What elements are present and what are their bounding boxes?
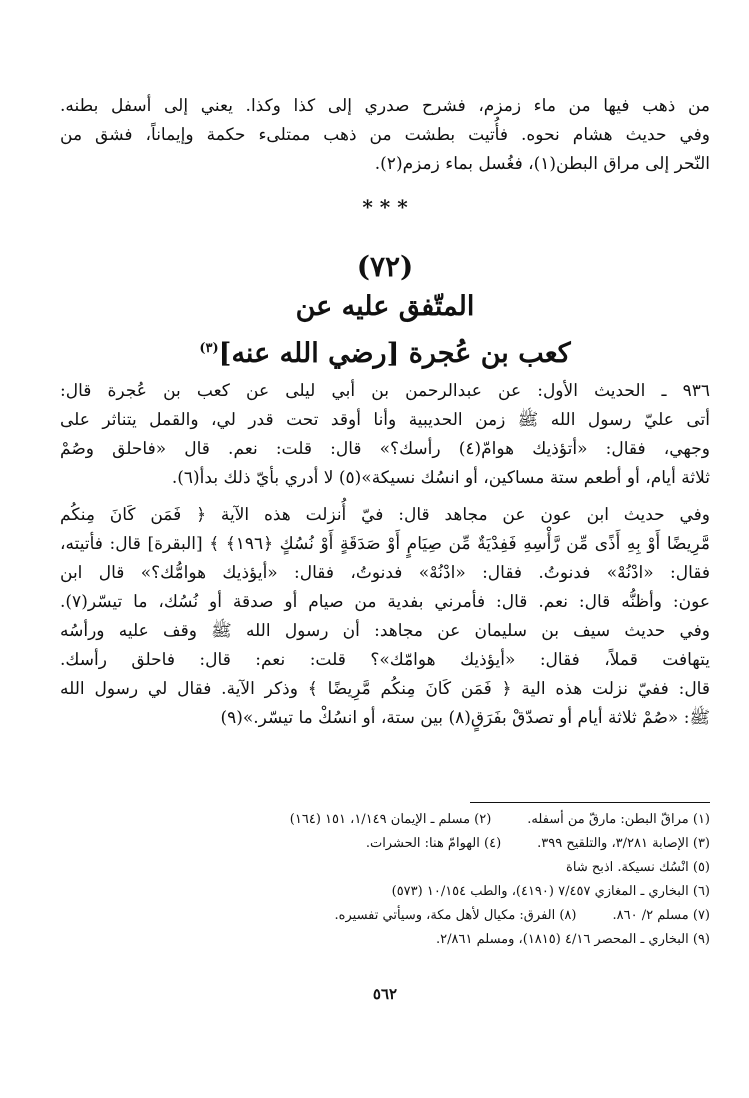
footnote-row [60, 904, 710, 928]
text-line: وفي حديث ابن عون عن مجاهد قال: فيّ أُنزلت هذه الآية ﴿ فَمَن كَانَ مِنكُم [60, 505, 710, 525]
intro-paragraph [60, 92, 710, 179]
footnote: (٦) البخاري ـ المغازي ٧/٤٥٧ (٤١٩٠)، والطب ١٠/١٥٤ (٥٧٣) [391, 884, 710, 899]
text-line: وجهي، فقال: «أتؤذيك هوامّ(٤) رأسك؟» قال: قلت: نعم. قال «فاحلق وصُمْ [60, 439, 710, 459]
footnote: (١) مراقّ البطن: مارقّ من أسفله. [527, 812, 710, 827]
text-line: أتى عليّ رسول الله ﷺ زمن الحديبية وأنا أوقد تحت قدر لي، والقمل يتناثر على [60, 410, 710, 430]
text-line: وفي حديث سيف بن سليمان عن مجاهد: أن رسول الله ﷺ وقف عليه ورأسُه [60, 621, 710, 641]
text-line: من ذهب فيها من ماء زمزم، فشرح صدري إلى كذا وكذا. يعني إلى أسفل بطنه. [60, 96, 710, 116]
footnote: (٢) مسلم ـ الإيمان ١/١٤٩، ١٥١ (١٦٤) [289, 812, 492, 827]
text-line: ثلاثة أيام، أو أطعم ستة مساكين، أو انسُك نسيكة»(٥) لا أدري بأيّ ذلك بدأ(٦). [171, 468, 710, 488]
narration-paragraph [60, 501, 710, 733]
footnotes [60, 808, 710, 952]
footnote: (٨) الفرق: مكيال لأهل مكة، وسيأتي تفسيره. [334, 908, 577, 923]
section-number: (٧٢) [356, 250, 414, 283]
footnote-row [60, 880, 710, 904]
companion-name: كعب بن عُجرة [رضي الله عنه] [218, 338, 571, 369]
footnote: (٤) الهوامّ هنا: الحشرات. [365, 836, 502, 851]
footnote: (٣) الإصابة ٣/٢٨١، والتلقيح ٣٩٩. [537, 836, 710, 851]
text-line: يتهافت قملاً، فقال: «أيؤذيك هوامّك»؟ قلت: نعم: قال: فاحلق رأسك. [60, 650, 710, 670]
footnote: (٥) انْسُك نسيكة. اذبح شاة [566, 860, 710, 875]
footnote-row [60, 928, 710, 952]
text-line: مَّرِيضًا أَوْ بِهِ أَذًى مِّن رَّأْسِهِ فَفِدْيَةٌ مِّن صِيَامٍ أَوْ صَدَقَةٍ أَوْ نُسُكٍ ﴿١٩٦﴾ ﴾ [البقرة] قال: فأتيته، [60, 534, 710, 554]
footnote-row [60, 808, 710, 832]
text-line: فقال: «ادْنُهْ» فدنوتُ. فقال: «ادْنُهْ» فدنوتُ، فقال: «أيؤذيك هوامُّك؟» قال ابن [60, 563, 710, 583]
footnote-row [60, 832, 710, 856]
footnote-ref: (٣) [199, 341, 219, 356]
text-line: ٩٣٦ ـ الحديث الأول: عن عبدالرحمن بن أبي ليلى عن كعب بن عُجرة قال: [60, 381, 710, 401]
section-subtitle [60, 327, 710, 371]
footnote-divider [470, 802, 710, 803]
footnote: (٧) مسلم ٢/ ٨٦٠. [612, 908, 710, 923]
text-line: عون: وأظنُّه قال: نعم. قال: فأمرني بفدية من صيام أو صدقة أو نُسُك، ما تيسّر(٧). [60, 592, 710, 612]
page-number: ٥٦٢ [372, 985, 398, 1003]
text-line: النّحر إلى مراق البطن(١)، فغُسل بماء زمزم(٢). [374, 154, 710, 174]
text-line: ﷺ: «صُمْ ثلاثة أيام أو تصدّقْ بفَرَقٍ(٨) بين ستة، أو انسُكْ ما تيسّر.»(٩) [220, 708, 710, 728]
text-line: قال: ففيّ نزلت هذه الية ﴿ فَمَن كَانَ مِنكُم مَّرِيضًا ﴾ وذكر الآية. فقال لي رسول الله [60, 679, 710, 699]
footnote-row [60, 856, 710, 880]
section-separator: * * * [362, 195, 408, 219]
text-line: وفي حديث هشام نحوه. فأُتيت بطشت من ذهب ممتلىء حكمة وإيماناً، فشق من [60, 125, 710, 145]
section-title: المتّفق عليه عن [295, 291, 475, 322]
footnote: (٩) البخاري ـ المحصر ٤/١٦ (١٨١٥)، ومسلم ٢/٨٦١. [436, 932, 710, 947]
book-page [60, 92, 710, 1003]
hadith-paragraph [60, 377, 710, 493]
